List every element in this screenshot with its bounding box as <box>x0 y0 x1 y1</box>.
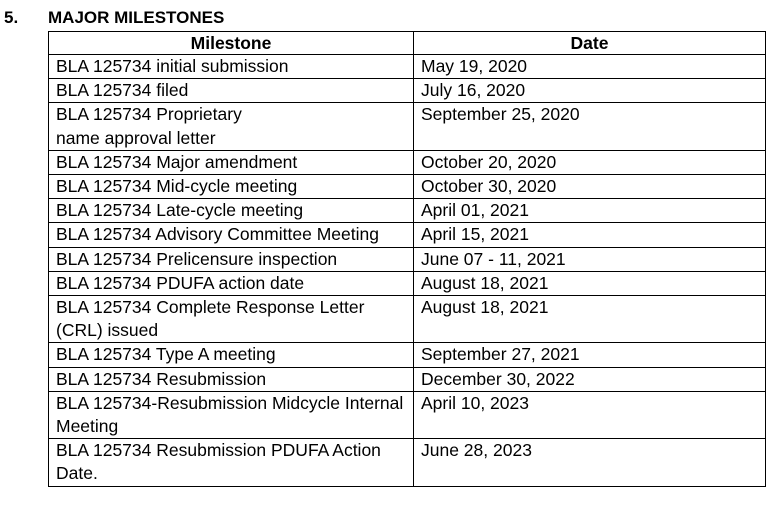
milestone-cell: BLA 125734 Advisory Committee Meeting <box>49 223 414 247</box>
table-row <box>49 343 766 367</box>
milestone-cell: BLA 125734 Type A meeting <box>49 343 414 367</box>
table-row <box>49 296 766 343</box>
milestones-table <box>48 31 766 487</box>
table-row <box>49 439 766 486</box>
section-title: MAJOR MILESTONES <box>48 8 225 27</box>
date-cell: December 30, 2022 <box>414 367 766 391</box>
milestone-cell: BLA 125734 Mid-cycle meeting <box>49 175 414 199</box>
milestone-cell: BLA 125734 Major amendment <box>49 150 414 174</box>
date-cell: April 01, 2021 <box>414 199 766 223</box>
table-row <box>49 247 766 271</box>
milestone-cell: BLA 125734 PDUFA action date <box>49 271 414 295</box>
table-row <box>49 150 766 174</box>
milestone-cell: BLA 125734 Resubmission <box>49 367 414 391</box>
table-row <box>49 175 766 199</box>
table-row <box>49 199 766 223</box>
date-cell: July 16, 2020 <box>414 79 766 103</box>
section-number: 5. <box>4 8 19 27</box>
table-row <box>49 391 766 438</box>
date-cell: August 18, 2021 <box>414 296 766 343</box>
date-cell: May 19, 2020 <box>414 55 766 79</box>
table-row <box>49 223 766 247</box>
milestone-cell: BLA 125734-Resubmission Midcycle Internal Meeting <box>49 391 414 438</box>
table-row <box>49 79 766 103</box>
milestone-column-header: Milestone <box>49 32 414 55</box>
section-heading <box>4 7 224 29</box>
date-cell: October 30, 2020 <box>414 175 766 199</box>
table-row <box>49 367 766 391</box>
table-row <box>49 271 766 295</box>
date-cell: June 28, 2023 <box>414 439 766 486</box>
milestone-cell: BLA 125734 Late-cycle meeting <box>49 199 414 223</box>
milestone-cell: BLA 125734 initial submission <box>49 55 414 79</box>
date-cell: August 18, 2021 <box>414 271 766 295</box>
table-row <box>49 55 766 79</box>
milestone-cell: BLA 125734 Prelicensure inspection <box>49 247 414 271</box>
milestone-cell: BLA 125734 Proprietary name approval letter <box>49 103 414 150</box>
date-cell: April 10, 2023 <box>414 391 766 438</box>
date-column-header: Date <box>414 32 766 55</box>
table-row <box>49 103 766 150</box>
date-cell: September 25, 2020 <box>414 103 766 150</box>
date-cell: April 15, 2021 <box>414 223 766 247</box>
date-cell: October 20, 2020 <box>414 150 766 174</box>
milestone-cell: BLA 125734 Complete Response Letter (CRL) issued <box>49 296 414 343</box>
date-cell: September 27, 2021 <box>414 343 766 367</box>
header-row <box>49 32 766 55</box>
date-cell: June 07 - 11, 2021 <box>414 247 766 271</box>
milestone-cell: BLA 125734 filed <box>49 79 414 103</box>
milestone-cell: BLA 125734 Resubmission PDUFA Action Date. <box>49 439 414 486</box>
